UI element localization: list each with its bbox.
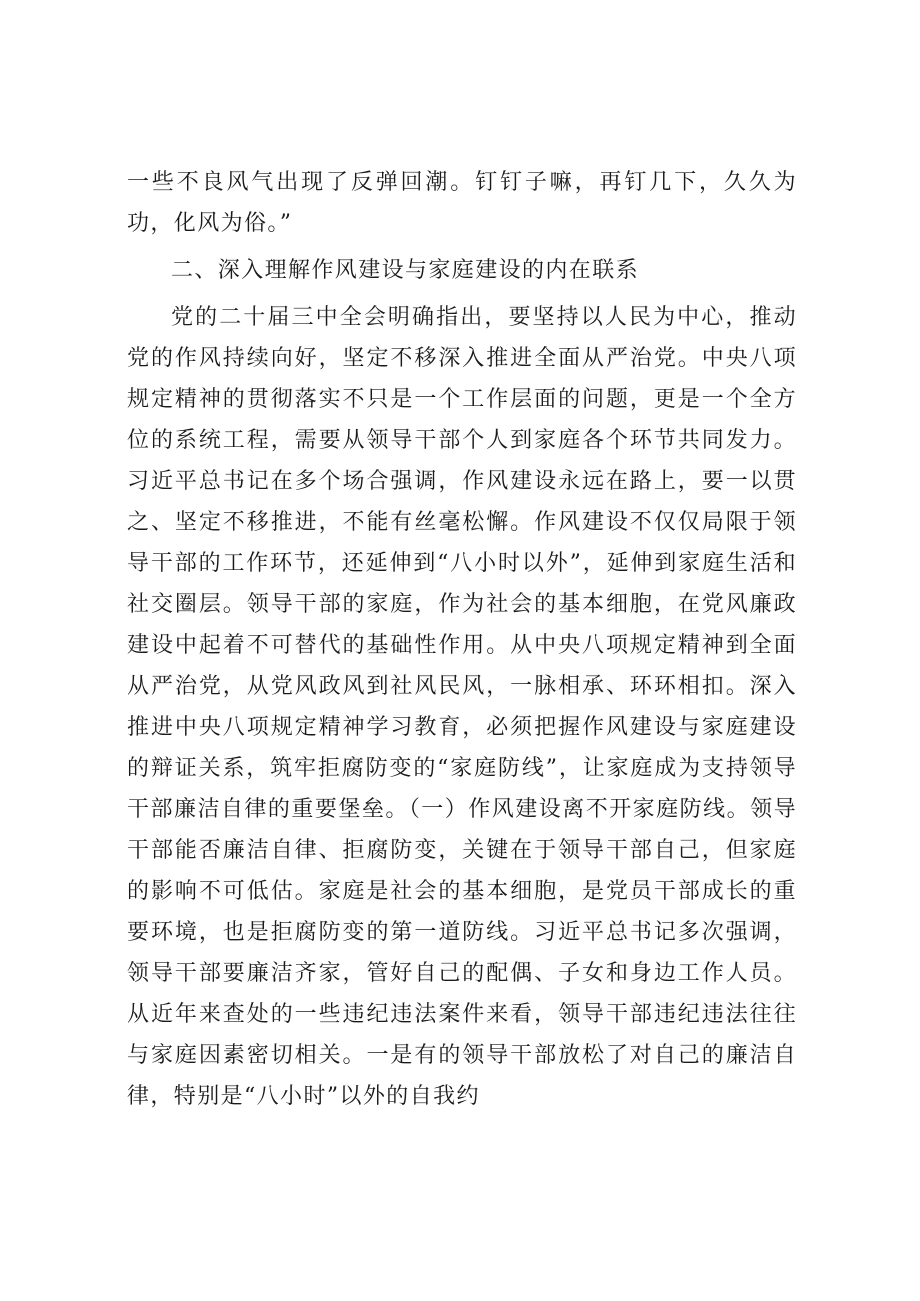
document-body (127, 162, 797, 1117)
paragraph-body: 党的二十届三中全会明确指出，要坚持以人民为中心，推动党的作风持续向好，坚定不移深入推进全面从严治党。中央八项规定精神的贯彻落实不只是一个工作层面的问题，更是一个全方位的系统工程，需要从领导干部个人到家庭各个环节共同发力。习近平总书记在多个场合强调，作风建设永远在路上，要一以贯之、坚定不移推进，不能有丝毫松懈。作风建设不仅仅局限于领导干部的工作环节，还延伸到“八小时以外”，延伸到家庭生活和社交圈层。领导干部的家庭，作为社会的基本细胞，在党风廉政建设中起着不可替代的基础性作用。从中央八项规定精神到全面从严治党，从党风政风到社风民风，一脉相承、环环相扣。深入推进中央八项规定精神学习教育，必须把握作风建设与家庭建设的辩证关系，筑牢拒腐防变的“家庭防线”，让家庭成为支持领导干部廉洁自律的重要堡垒。（一）作风建设离不开家庭防线。领导干部能否廉洁自律、拒腐防变，关键在于领导干部自己，但家庭的影响不可低估。家庭是社会的基本细胞，是党员干部成长的重要环境，也是拒腐防变的第一道防线。习近平总书记多次强调，领导干部要廉洁齐家，管好自己的配偶、子女和身边工作人员。从近年来查处的一些违纪违法案件来看，领导干部违纪违法往往与家庭因素密切相关。一是有的领导干部放松了对自己的廉洁自律，特别是“八小时”以外的自我约 (127, 305, 797, 1109)
paragraph-continuation: 一些不良风气出现了反弹回潮。钉钉子嘛，再钉几下，久久为功，化风为俗。” (127, 170, 797, 236)
section-heading: 二、深入理解作风建设与家庭建设的内在联系 (171, 258, 640, 283)
